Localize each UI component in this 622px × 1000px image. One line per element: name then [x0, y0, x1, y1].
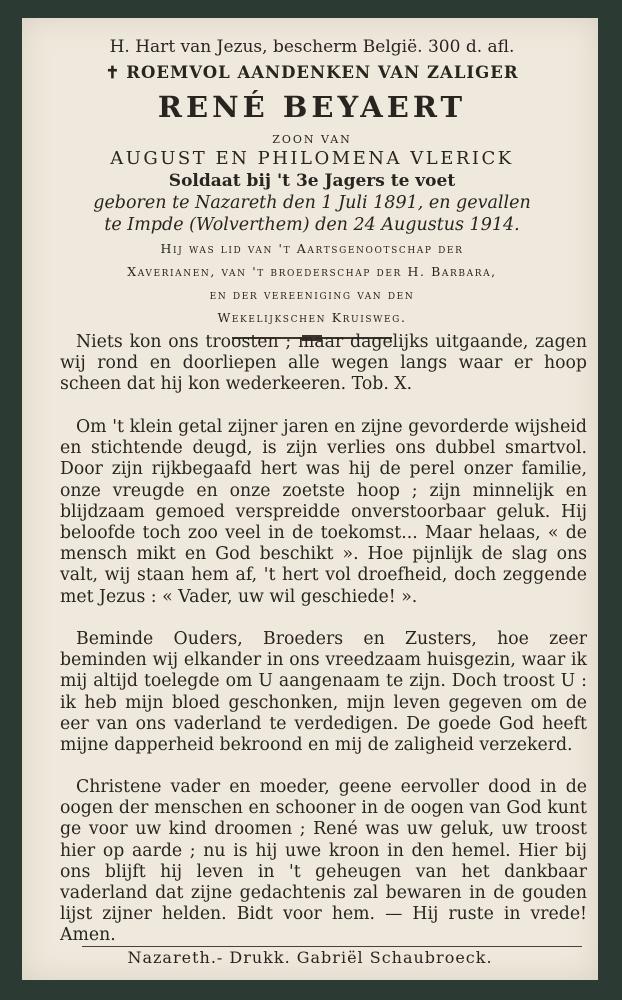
invocation-line: H. Hart van Jezus, bescherm België. 300 d. afl. [109, 37, 515, 57]
military-rank: Soldaat bij 't 3e Jagers te voet [168, 171, 456, 191]
deceased-name: RENÉ BEYAERT [157, 90, 467, 124]
membership-line-1: Hij was lid van 't Aartsgenootschap der [160, 241, 464, 256]
membership-line-2: Xaverianen, van 't broederschap der H. Barbara, [127, 264, 497, 279]
paragraph-family [60, 629, 587, 756]
membership-line-3: en der vereeniging van den [209, 287, 415, 302]
paragraph-text: Beminde Ouders, Broeders en Zusters, hoe zeer beminden wij elkander in ons vreedzaam huisgezin, waar ik mij altijd toelegde om U aangenaam te zijn. Doch troost U : ik heb mijn bloed geschonken, mijn leven gegeven om de eer van ons vaderland te verdedigen. De goede God heeft mijne dapperheid bekroond en mij de zaligheid verzekerd. [60, 629, 587, 756]
memorial-title: ROEMVOL AANDENKEN VAN ZALIGER [126, 63, 519, 82]
birth-death-line-1: geboren te Nazareth den 1 Juli 1891, en gevallen [93, 193, 531, 213]
son-of-label: ZOON VAN [272, 133, 352, 146]
printer-credit: Nazareth.- Drukk. Gabriël Schaubroeck. [127, 948, 493, 967]
membership-line-4: Wekelijkschen Kruisweg. [217, 310, 407, 325]
card-header [62, 36, 562, 344]
parents-names: AUGUST EN PHILOMENA VLERICK [110, 148, 514, 169]
cross-icon: ✝ [105, 63, 121, 82]
memorial-title-line [62, 62, 562, 84]
birth-death-line-2: te Impde (Wolverthem) den 24 Augustus 1914. [104, 215, 520, 235]
paragraph-scripture [60, 332, 587, 396]
paragraph-text: Christene vader en moeder, geene eervoller dood in de oogen der menschen en schooner in de oogen van God kunt ge voor uw kind droomen ; René was uw geluk, uw troost hier op aarde ; nu is hij uwe kroon in den hemel. Hier bij ons blijft hij leven in 't geheugen van het dankbaar vaderland dat zijne gedachtenis zal bewaren in de gouden lijst zijner helden. Bidt voor hem. — Hij ruste in vrede! Amen. [60, 777, 587, 946]
paragraph-virtues [60, 417, 587, 608]
memorial-card [22, 18, 598, 980]
paragraph-parents [60, 777, 587, 947]
paragraph-text: Om 't klein getal zijner jaren en zijne gevorderde wijsheid en stichtende deugd, is zijn verlies ons dubbel smartvol. Door zijn rijkbegaafd hert was hij de perel onzer familie, onze vreugde en onze zoetste hoop ; zijn minnelijk en blijdzaam gemoed verspreidde onverstoorbaar geluk. Hij beloofde toch zoo veel in de toekomst... Maar helaas, « de mensch mikt en God beschikt ». Hoe pijnlijk de slag ons valt, wij staan hem af, 't hert vol droefheid, doch zeggende met Jezus : « Vader, uw wil geschiede! ». [60, 417, 587, 607]
paragraph-text: Niets kon ons troosten ; maar dagelijks uitgaande, zagen wij rond en doorliepen alle wegen langs waar er hoop scheen dat hij kon wederkeeren. Tob. X. [60, 332, 587, 395]
